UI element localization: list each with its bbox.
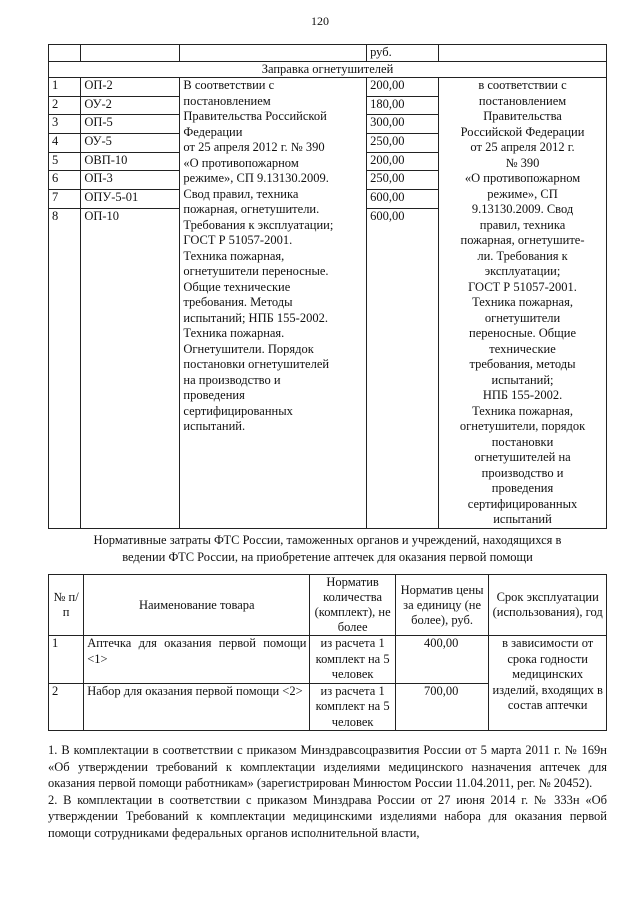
desc-line: Свод правил, техника [183,186,299,201]
ref-line: переносные. Общие [469,326,577,340]
row-number: 2 [49,96,81,115]
ref-line: «О противопожарном [464,171,581,185]
model-cell: ОУ-5 [81,133,180,152]
unit-cell: руб. [367,45,439,62]
model-cell: ОПУ-5-01 [81,189,180,208]
desc-line: Техника пожарная, [183,248,285,263]
desc-line: пожарная, огнетушители. [183,202,320,216]
ref-line: в соответствии с [478,78,567,92]
table-header-row [49,45,607,62]
price-cell: 600,00 [367,189,439,208]
qty-cell: из расчета 1 комплект на 5 человек [310,636,395,684]
model-cell: ОП-2 [81,78,180,97]
ref-line: ГОСТ Р 51057-2001. [468,279,577,294]
ref-line: Техника пожарная, [472,295,573,309]
heading-line: ведении ФТС России, на приобретение аптечек для оказания первой помощи [122,550,533,564]
price-cell: 180,00 [367,96,439,115]
desc-line: на производство и [183,372,281,387]
footnote-1: 1. В комплектации в соответствии с приказом Минздравсоцразвития России от 5 марта 2011 г. № 169н «Об утверждении требований к комплектации изделиями медицинского назначения аптечек для оказания первой помощи работникам» (зарегистрирован Минюстом России 11.04.2011, рег. № 20452). [48,743,607,790]
ref-line: испытаний; [491,372,554,387]
ref-line: ли. Требования к [477,248,568,263]
ref-line: № 390 [505,155,540,170]
ref-line: огнетушители, порядок [459,419,586,433]
header-num: № п/п [49,575,84,636]
desc-line: постановлением [183,93,271,108]
row-number: 1 [49,636,84,684]
desc-line: Правительства Российской [183,109,327,123]
section-title: Заправка огнетушителей [49,61,607,78]
desc-line: огнетушители переносные. [183,264,329,278]
row-number: 8 [49,208,81,528]
ref-line: постановки [491,434,554,449]
ref-line: правил, техника [479,217,566,232]
ref-line: сертифицированных [467,496,578,511]
description-cell [180,78,367,529]
row-number: 4 [49,133,81,152]
price-cell: 250,00 [367,133,439,152]
row-number: 2 [49,683,84,731]
header-term: Срок эксплуатации (использования), год [489,575,607,636]
desc-line: от 25 апреля 2012 г. № 390 [183,140,325,154]
header-price: Норматив цены за единицу (не более), руб. [395,575,489,636]
price-cell: 300,00 [367,115,439,134]
desc-line: Общие технические [183,279,291,294]
price-cell: 250,00 [367,171,439,190]
extinguisher-refill-table [48,44,607,529]
ref-line: проведения [491,481,554,495]
desc-line: В соответствии с [183,78,275,92]
desc-line: Требования к эксплуатации; [183,217,334,232]
ref-line: эксплуатации; [484,264,561,278]
ref-line: 9.13130.2009. Свод [471,202,574,216]
first-aid-table [48,574,607,731]
footnotes [48,742,607,841]
desc-line: требования. Методы [183,295,293,309]
ref-line: постановлением [478,93,567,108]
header-qty: Норматив количества (комплект), не более [310,575,395,636]
row-number: 7 [49,189,81,208]
ref-line: Техника пожарная, [472,403,573,418]
price-cell: 600,00 [367,208,439,528]
price-cell: 400,00 [395,636,489,684]
section-row [49,61,607,78]
price-cell: 200,00 [367,78,439,97]
qty-cell: из расчета 1 комплект на 5 человек [310,683,395,731]
header-name: Наименование товара [84,575,310,636]
desc-line: испытаний. [183,419,246,433]
desc-line: Федерации [183,124,243,139]
ref-line: требования, методы [469,357,576,371]
model-cell: ОП-5 [81,115,180,134]
ref-line: Российской Федерации [460,124,585,139]
ref-line: режиме», СП [487,186,558,201]
row-number: 6 [49,171,81,190]
row-number: 5 [49,152,81,171]
desc-line: «О противопожарном [183,155,299,170]
ref-line: от 25 апреля 2012 г. [470,140,575,154]
name-cell: Набор для оказания первой помощи <2> [84,683,310,731]
ref-line: технические [489,341,556,356]
section-heading [48,532,607,566]
footnote-2: 2. В комплектации в соответствии с приказом Минздрава России от 27 июня 2014 г. № 333н «Об утверждении Требований к комплектации медицинскими изделиями набора для оказания первой помощи сотрудниками федеральных органов исполнительной власти, [48,792,607,840]
price-cell: 200,00 [367,152,439,171]
page-number: 120 [311,14,329,28]
table-header-row [49,575,607,636]
desc-line: Огнетушители. Порядок [183,341,314,356]
table-row [49,78,607,97]
model-cell: ОП-10 [81,208,180,528]
name-cell: Аптечка для оказания первой помощи <1> [84,636,310,684]
desc-line: проведения [183,388,245,402]
ref-line: Правительства [483,109,562,123]
model-cell: ОУ-2 [81,96,180,115]
desc-line: режиме», СП 9.13130.2009. [183,171,329,185]
model-cell: ОП-3 [81,171,180,190]
ref-line: пожарная, огнетушите- [460,233,585,247]
desc-line: сертифицированных [183,403,293,418]
desc-line: Техника пожарная. [183,326,285,340]
reference-cell [439,78,607,529]
desc-line: ГОСТ Р 51057-2001. [183,233,293,247]
price-cell: 700,00 [395,683,489,731]
desc-line: испытаний; НПБ 155-2002. [183,310,328,325]
row-number: 3 [49,115,81,134]
model-cell: ОВП-10 [81,152,180,171]
ref-line: огнетушителей на [474,450,571,464]
row-number: 1 [49,78,81,97]
term-cell: в зависимости от срока годности медицинских изделий, входящих в состав аптечки [489,636,607,731]
desc-line: постановки огнетушителей [183,357,330,371]
table-row [49,636,607,684]
heading-line: Нормативные затраты ФТС России, таможенных органов и учреждений, находящихся в [93,533,562,547]
ref-line: огнетушители [484,310,561,325]
ref-line: производство и [481,465,564,480]
ref-line: НПБ 155-2002. [482,388,563,402]
ref-line: испытаний [493,512,552,526]
